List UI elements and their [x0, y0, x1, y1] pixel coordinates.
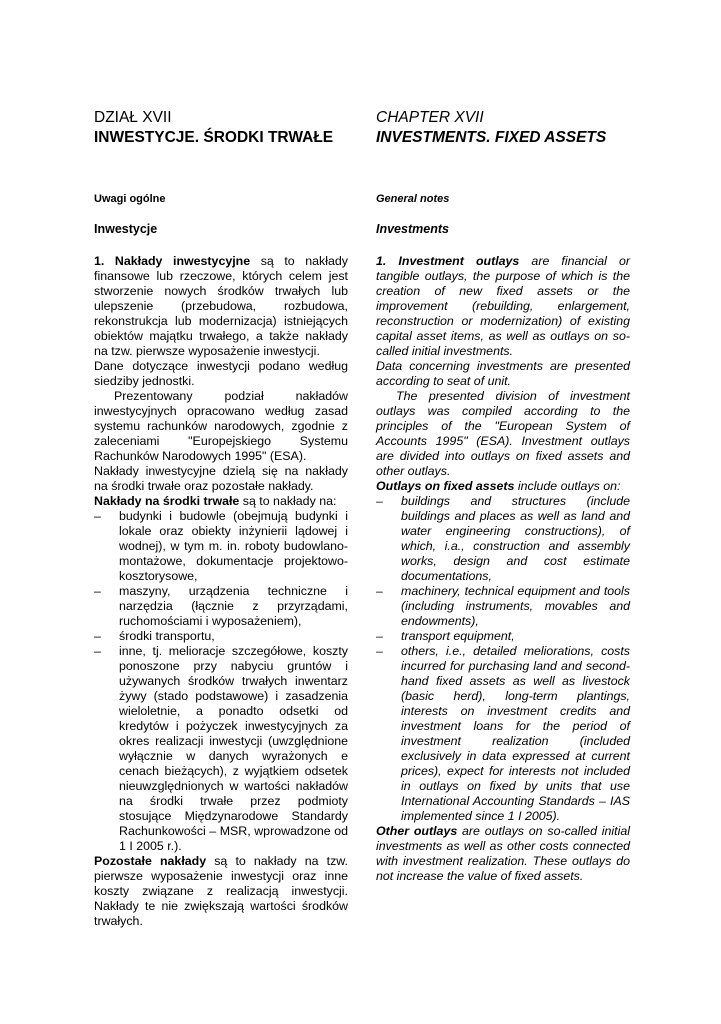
english-column — [376, 108, 630, 884]
chapter-title: INVESTMENTS. FIXED ASSETS — [376, 129, 607, 146]
list-item: – maszyny, urządzenia techniczne i narzędzia (łącznie z przyrządami, ruchomościami i wyposażeniem), — [94, 584, 348, 629]
chapter-number: CHAPTER XVII — [376, 109, 484, 126]
paragraph-seat: Data concerning investments are presented according to seat of unit. — [376, 359, 630, 388]
paragraph-other-outlays: Pozostałe nakłady są to nakłady na tzw. pierwsze wyposażenie inwestycji oraz inne koszty związane z realizacją inwestycji. Nakłady te nie zwiększają wartości środków trwałych. — [94, 854, 348, 928]
list-item: – budynki i budowle (obejmują budynki i lokale oraz obiekty inżynierii lądowej i wodnej), w tym m. in. roboty budowlano-montażowe, dokumentacje projektowo-kosztorysowe, — [94, 509, 348, 584]
body-text — [376, 254, 630, 884]
list-item: – transport equipment, — [376, 629, 630, 644]
polish-column — [94, 108, 348, 929]
outlay-list — [376, 494, 630, 824]
paragraph-other-outlays: Other outlays are outlays on so-called initial investments as well as other costs connected with investment realization. These outlays do not increase the value of fixed assets. — [376, 824, 630, 883]
chapter-title: INWESTYCJE. ŚRODKI TRWAŁE — [94, 129, 334, 146]
term-lead: Pozostałe nakłady — [94, 854, 207, 868]
chapter-number: DZIAŁ XVII — [94, 109, 172, 126]
list-item: – machinery, technical equipment and tools (including instruments, movables and endowments), — [376, 584, 630, 629]
section-subheading: Inwestycje — [94, 222, 158, 236]
term-lead: Nakłady na środki trwałe — [94, 494, 240, 508]
list-item: – inne, tj. melioracje szczegółowe, koszty ponoszone przy nabyciu gruntów i używanych środków trwałych inwentarz żywy (stado podstawowe) i zasadzenia wieloletnie, a ponadto odsetki od kredytów i pożyczek inwestycyjnych za okres realizacji inwestycji (uwzględnione wyłącznie w danych wyrażonych e cenach bieżących), z wyjątkiem odsetek nieuwzględnionych w wartości nakładów na środki trwałe przez podmioty stosujące Międzynarodowe Standardy Rachunkowości – MSR, wprowadzone od 1 I 2005 r.). — [94, 644, 348, 854]
list-item: – środki transportu, — [94, 629, 348, 644]
paragraph-investment-outlays: 1. Investment outlays are financial or tangible outlays, the purpose of which is the creation of new fixed assets or the improvement (rebuilding, enlargement, reconstruction or modernization) of existing capital asset items, as well as outlays on so-called initial investments. — [376, 254, 631, 358]
term-lead: 1. Nakłady inwestycyjne — [94, 254, 251, 268]
list-item: – buildings and structures (include buildings and places as well as land and water engineering constructions), of which, i.a., construction and assembly works, design and cost estimate documentations, — [376, 494, 630, 584]
term-lead: 1. Investment outlays — [376, 254, 520, 268]
paragraph-investment-outlays: 1. Nakłady inwestycyjne są to nakłady finansowe lub rzeczowe, których celem jest stworzenie nowych środków trwałych lub ulepszenie (przebudowa, rozbudowa, rekonstrukcja lub modernizacja) istniejących obiektów majątku trwałego, a także nakłady na tzw. pierwsze wyposażenie inwestycji. — [94, 254, 348, 358]
paragraph-fixed-assets: Outlays on fixed assets include outlays on: — [376, 479, 621, 493]
paragraph-division: The presented division of investment outlays was compiled according to the principles of the "European System of Accounts 1995" (ESA). Investment outlays are divided into outlays on fixed assets and other outlays. — [376, 389, 630, 478]
paragraph-fixed-assets: Nakłady na środki trwałe są to nakłady na: — [94, 494, 337, 508]
general-notes-heading: General notes — [376, 193, 450, 205]
general-notes-heading: Uwagi ogólne — [94, 193, 166, 205]
list-item: – others, i.e., detailed meliorations, costs incurred for purchasing land and second-hand fixed assets as well as livestock (basic herd), long-term plantings, interests on investment credits and investment loans for the period of investment realization (included exclusively in data expressed at current prices), expect for interests not included in outlays on fixed by units that use International Accounting Standards – IAS implemented since 1 I 2005). — [376, 644, 630, 824]
paragraph-split: Nakłady inwestycyjne dzielą się na nakłady na środki trwałe oraz pozostałe nakłady. — [94, 464, 348, 493]
term-lead: Other outlays — [376, 824, 458, 838]
term-lead: Outlays on fixed assets — [376, 479, 515, 493]
body-text — [94, 254, 348, 929]
paragraph-seat: Dane dotyczące inwestycji podano według siedziby jednostki. — [94, 359, 348, 388]
paragraph-division: Prezentowany podział nakładów inwestycyjnych opracowano według zasad systemu rachunków narodowych, zgodnie z zaleceniami "Europejskiego Systemu Rachunków Narodowych 1995" (ESA). — [94, 389, 348, 463]
section-subheading: Investments — [376, 222, 449, 236]
outlay-list — [94, 509, 348, 854]
